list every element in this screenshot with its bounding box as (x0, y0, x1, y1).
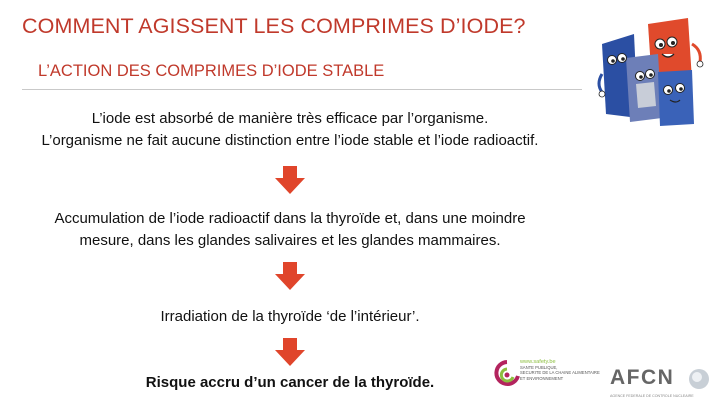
step-2-line-2: mesure, dans les glandes salivaires et les glandes mammaires. (79, 232, 501, 249)
down-arrow-icon (275, 338, 305, 366)
ministry-logo-line: www.safety.be (520, 359, 556, 365)
ministry-swirl-logo-icon (492, 358, 522, 396)
ministry-logo-text (520, 360, 600, 381)
mascot-characters-illustration (596, 14, 708, 130)
slide-title: COMMENT AGISSENT LES COMPRIMES D’IODE? (22, 14, 526, 38)
step-1-line-2: L’organisme ne fait aucune distinction entre l’iode stable et l’iode radioactif. (41, 132, 539, 149)
step-1-line-1: L’iode est absorbé de manière très efficace par l’organisme. (91, 110, 489, 127)
step-4-line-1: Risque accru d’un cancer de la thyroïde. (145, 374, 435, 391)
step-1-text (0, 108, 580, 152)
ministry-logo-line: SANTE PUBLIQUE, (520, 365, 558, 371)
step-3-line-1: Irradiation de la thyroïde ‘de l’intérieur’. (160, 308, 420, 325)
afcn-logo-name: AFCN (610, 366, 675, 389)
afcn-circle-logo-icon (688, 368, 710, 390)
slide-subtitle: L’ACTION DES COMPRIMES D’IODE STABLE (38, 62, 385, 80)
title-divider (22, 89, 582, 90)
ministry-logo-line: ET ENVIRONNEMENT (520, 375, 564, 381)
down-arrow-icon (275, 262, 305, 290)
afcn-logo (608, 364, 718, 404)
step-3-text (0, 306, 580, 328)
afcn-logo-tagline: AGENCE FEDERALE DE CONTROLE NUCLEAIRE (610, 394, 694, 398)
step-2-line-1: Accumulation de l’iode radioactif dans la thyroïde et, dans une moindre (54, 210, 526, 227)
step-2-text (0, 208, 580, 252)
ministry-logo-line: SECURITE DE LA CHAINE ALIMENTAIRE (520, 370, 600, 376)
ministry-logo (492, 354, 602, 402)
down-arrow-icon (275, 166, 305, 194)
